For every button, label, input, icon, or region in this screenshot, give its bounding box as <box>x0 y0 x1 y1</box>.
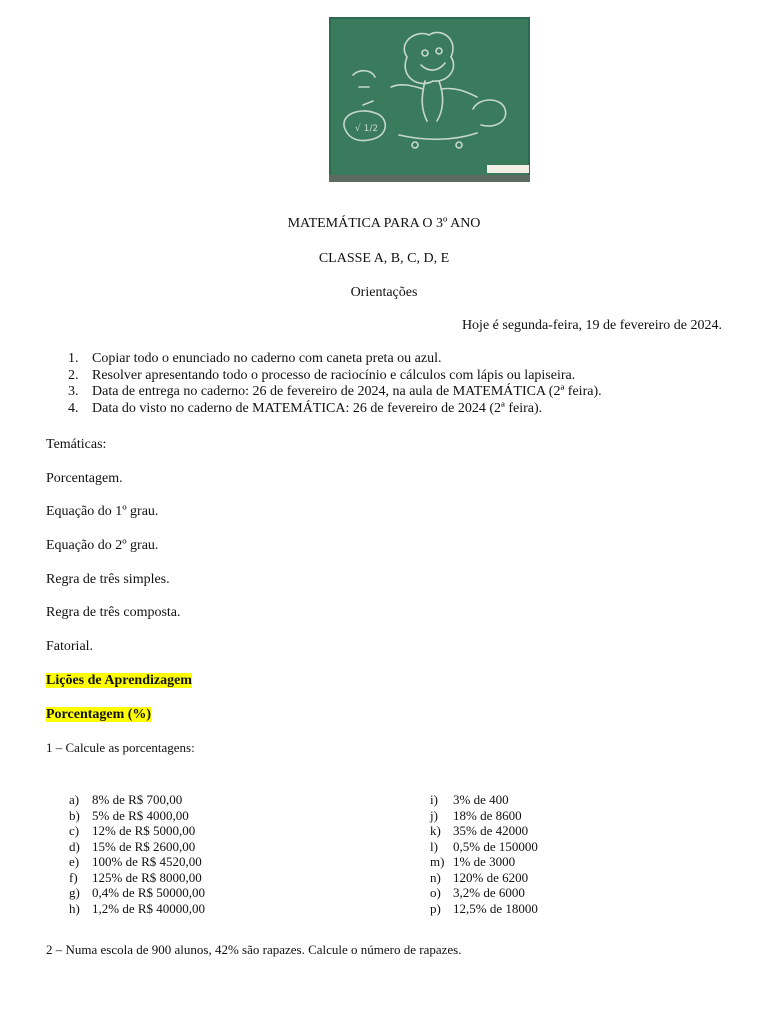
exercise-text: 18% de 8600 <box>453 807 522 823</box>
chalk-piece <box>487 165 529 173</box>
exercise-letter: i) <box>430 792 438 807</box>
question-2-text: 2 – Numa escola de 900 alunos, 42% são rapazes. Calcule o número de rapazes. <box>46 942 462 957</box>
exercise-letter: b) <box>69 807 80 823</box>
exercise-text: 0,5% de 150000 <box>453 838 538 854</box>
exercise-text: 3% de 400 <box>453 792 509 807</box>
exercise-item <box>69 854 205 870</box>
exercise-item <box>430 885 538 901</box>
exercise-text: 1% de 3000 <box>453 854 516 869</box>
exercise-text: 0,4% de R$ 50000,00 <box>92 885 206 900</box>
exercise-item <box>430 870 538 886</box>
chalkboard-image <box>329 17 530 182</box>
exercise-text: 35% de 42000 <box>453 823 529 838</box>
guideline-text: Data do visto no caderno de MATEMÁTICA: 26 de fevereiro de 2024 (2ª feira). <box>92 400 543 416</box>
date-line: Hoje é segunda-feira, 19 de fevereiro de 2024. <box>461 318 722 333</box>
exercise-text: 1,2% de R$ 40000,00 <box>92 900 206 916</box>
exercise-item <box>430 901 538 917</box>
exercise-letter: c) <box>69 823 80 838</box>
guideline-item <box>46 384 602 401</box>
exercise-letter: m) <box>430 854 445 869</box>
exercise-item <box>430 839 538 855</box>
exercise-text: 120% de 6200 <box>453 869 529 885</box>
question-1-text: 1 – Calcule as porcentagens: <box>46 740 195 755</box>
exercise-item <box>430 792 538 808</box>
guideline-item <box>46 368 602 385</box>
document-title: MATEMÁTICA PARA O 3º ANO <box>287 216 481 231</box>
exercise-list-right <box>430 792 538 916</box>
topic-item: Fatorial. <box>46 639 94 654</box>
exercise-item <box>69 808 205 824</box>
exercise-item <box>69 839 205 855</box>
guideline-text: Resolver apresentando todo o processo de raciocínio e cálculos com lápis ou lapiseira. <box>92 367 576 383</box>
orientations-heading: Orientações <box>350 285 418 300</box>
chalk-doodle-drawing <box>329 17 530 182</box>
guideline-text: Copiar todo o enunciado no caderno com caneta preta ou azul. <box>92 351 442 366</box>
exercise-letter: l) <box>430 838 438 854</box>
exercise-text: 15% de R$ 2600,00 <box>92 838 196 854</box>
exercise-item <box>69 792 205 808</box>
exercise-letter: h) <box>69 900 80 916</box>
guideline-number: 3. <box>68 384 79 399</box>
lessons-heading: Lições de Aprendizagem <box>46 673 192 688</box>
topic-item: Regra de três simples. <box>46 572 170 587</box>
guideline-number: 1. <box>68 351 79 366</box>
exercise-text: 12,5% de 18000 <box>453 900 538 916</box>
exercise-item <box>69 870 205 886</box>
exercise-list-left <box>69 792 205 916</box>
exercise-item <box>69 823 205 839</box>
exercise-item <box>69 901 205 917</box>
topic-item: Equação do 1º grau. <box>46 504 159 519</box>
guidelines-list <box>46 351 602 417</box>
exercise-letter: n) <box>430 869 441 885</box>
guideline-number: 4. <box>68 400 79 416</box>
topic-item: Equação do 2º grau. <box>46 538 159 553</box>
exercise-item <box>430 854 538 870</box>
exercise-text: 12% de R$ 5000,00 <box>92 823 196 838</box>
topic-item: Regra de três composta. <box>46 605 181 620</box>
exercise-letter: f) <box>69 869 78 885</box>
exercise-text: 100% de R$ 4520,00 <box>92 854 202 869</box>
guideline-item <box>46 401 602 418</box>
exercise-letter: d) <box>69 838 80 854</box>
exercise-item <box>69 885 205 901</box>
exercise-item <box>430 823 538 839</box>
exercise-letter: o) <box>430 885 441 900</box>
exercise-text: 8% de R$ 700,00 <box>92 792 183 807</box>
exercise-letter: k) <box>430 823 441 838</box>
exercise-text: 3,2% de 6000 <box>453 885 525 900</box>
class-list: CLASSE A, B, C, D, E <box>318 251 450 266</box>
guideline-text: Data de entrega no caderno: 26 de fevereiro de 2024, na aula de MATEMÁTICA (2ª feira). <box>92 384 602 399</box>
guideline-item <box>46 351 602 368</box>
exercise-letter: p) <box>430 900 441 916</box>
guideline-number: 2. <box>68 367 79 383</box>
exercise-letter: g) <box>69 885 80 900</box>
exercise-letter: j) <box>430 807 438 823</box>
exercise-item <box>430 808 538 824</box>
exercise-text: 5% de R$ 4000,00 <box>92 807 189 823</box>
topic-item: Porcentagem. <box>46 471 123 486</box>
exercise-letter: a) <box>69 792 80 807</box>
percentage-section-heading: Porcentagem (%) <box>46 707 152 722</box>
topics-heading: Temáticas: <box>46 437 107 452</box>
svg-text:√ 1/2: √ 1/2 <box>355 124 379 134</box>
exercise-letter: e) <box>69 854 80 869</box>
exercise-text: 125% de R$ 8000,00 <box>92 869 202 885</box>
